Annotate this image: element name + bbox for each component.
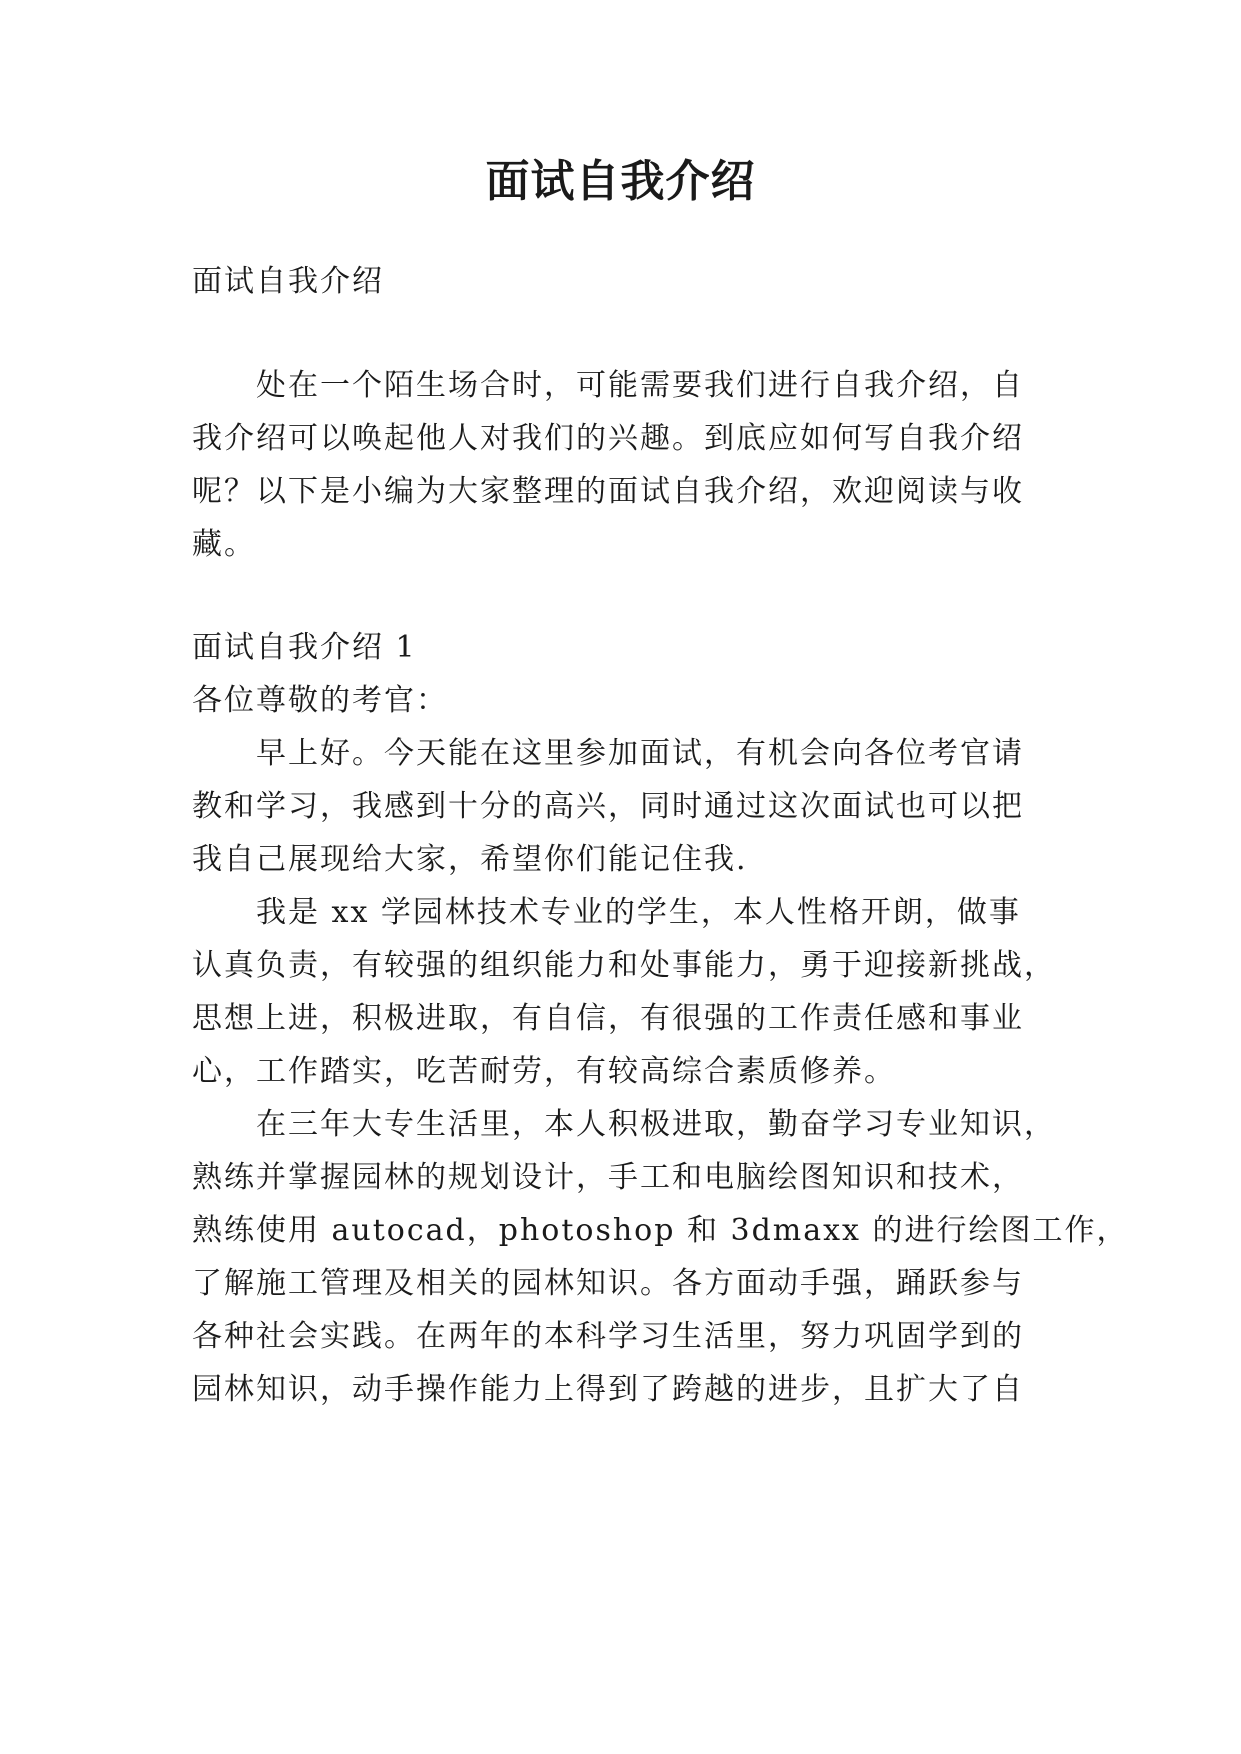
paragraph-line: 思想上进，积极进取，有自信，有很强的工作责任感和事业 <box>192 1001 1024 1036</box>
paragraph-line: 在三年大专生活里，本人积极进取，勤奋学习专业知识， <box>256 1107 1056 1142</box>
paragraph-line: 心，工作踏实，吃苦耐劳，有较高综合素质修养。 <box>192 1054 896 1089</box>
salutation: 各位尊敬的考官： <box>192 683 448 718</box>
paragraph-line: 处在一个陌生场合时，可能需要我们进行自我介绍，自 <box>256 368 1024 403</box>
paragraph-line: 教和学习，我感到十分的高兴，同时通过这次面试也可以把 <box>192 789 1024 824</box>
paragraph-line: 藏。 <box>192 527 256 562</box>
paragraph-line: 了解施工管理及相关的园林知识。各方面动手强，踊跃参与 <box>192 1266 1024 1301</box>
paragraph-line: 各种社会实践。在两年的本科学习生活里，努力巩固学到的 <box>192 1319 1024 1354</box>
subtitle: 面试自我介绍 <box>192 264 384 299</box>
document-title: 面试自我介绍 <box>485 156 756 207</box>
paragraph-line: 熟练并掌握园林的规划设计，手工和电脑绘图知识和技术， <box>192 1160 1024 1195</box>
section-heading: 面试自我介绍 1 <box>192 630 417 665</box>
paragraph-line: 认真负责，有较强的组织能力和处事能力，勇于迎接新挑战， <box>192 948 1056 983</box>
paragraph-line: 早上好。今天能在这里参加面试，有机会向各位考官请 <box>256 736 1024 771</box>
paragraph-line: 我介绍可以唤起他人对我们的兴趣。到底应如何写自我介绍 <box>192 421 1024 456</box>
paragraph-line: 我是 xx 学园林技术专业的学生，本人性格开朗，做事 <box>256 895 1021 930</box>
paragraph-line: 呢？以下是小编为大家整理的面试自我介绍，欢迎阅读与收 <box>192 474 1024 509</box>
paragraph-line: 园林知识，动手操作能力上得到了跨越的进步，且扩大了自 <box>192 1372 1024 1407</box>
paragraph-line: 我自己展现给大家，希望你们能记住我. <box>192 842 748 877</box>
paragraph-line: 熟练使用 autocad，photoshop 和 3dmaxx 的进行绘图工作， <box>192 1213 1129 1248</box>
